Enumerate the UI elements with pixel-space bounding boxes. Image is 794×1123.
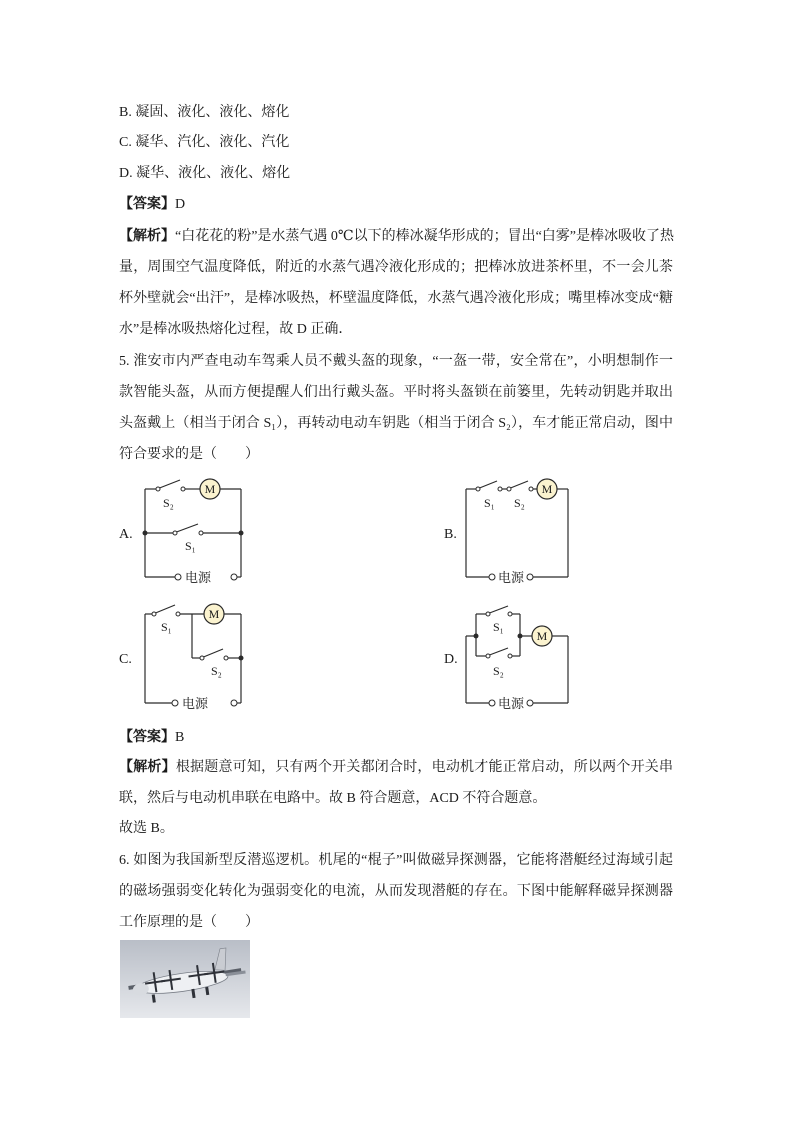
motor-label: M [541, 482, 553, 496]
q6-stem-line: 6. 如图为我国新型反潜巡逻机。机尾的“棍子”叫做磁异探测器，它能将潜艇经过海域引起 [119, 853, 673, 868]
switch-label-s1: S₁ [185, 539, 196, 553]
q5-stem-line: 5. 淮安市内严查电动车驾乘人员不戴头盔的现象，“一盔一带，安全常在”，小明想制作一 [119, 354, 673, 369]
switch-blade [480, 481, 498, 488]
source-terminal [489, 574, 495, 580]
q4-answer [119, 195, 185, 215]
q6-stem-line: 工作原理的是（ ） [119, 915, 259, 930]
circuit-b [444, 479, 568, 585]
switch-blade [490, 648, 509, 655]
power-source-label: 电源 [498, 570, 525, 585]
switch-blade [160, 480, 181, 488]
power-source-label: 电源 [185, 570, 212, 585]
junction-dot [239, 531, 244, 536]
switch-label-s1: S₁ [493, 620, 504, 634]
option-d: D. 凝华、液化、液化、熔化 [119, 166, 291, 181]
circuit-diagrams [0, 470, 794, 720]
switch-terminal [181, 487, 185, 491]
switch-blade [511, 481, 529, 488]
answer-label: 【答案】 [119, 730, 175, 745]
source-terminal [489, 700, 495, 706]
option-b: B. 凝固、液化、液化、熔化 [119, 105, 290, 120]
motor-label: M [204, 482, 216, 496]
switch-label-s2: S₂ [163, 496, 174, 510]
source-terminal [231, 574, 237, 580]
circuit-d [444, 606, 568, 711]
analysis-text: 根据题意可知，只有两个开关都闭合时，电动机才能正常启动，所以两个开关串 [175, 760, 673, 775]
circuit-a [119, 479, 244, 585]
q5-answer [119, 728, 184, 748]
q5-analysis-line [119, 758, 673, 778]
switch-blade [204, 649, 224, 657]
source-terminal [172, 700, 178, 706]
switch-label-s1: S₁ [161, 620, 172, 634]
junction-dot [239, 656, 244, 661]
analysis-label: 【解析】 [119, 229, 175, 244]
q5-stem-line: 款智能头盔，从而方便提醒人们出行戴头盔。平时将头盔锁在前篓里，先转动钥匙并取出 [119, 385, 673, 400]
q6-stem-line: 的磁场强弱变化转化为强弱变化的电流，从而发现潜艇的存在。下图中能解释磁异探测器 [119, 884, 673, 899]
switch-label-s2: S₂ [514, 496, 525, 510]
motor-label: M [208, 607, 220, 621]
switch-label-s2: S₂ [211, 664, 222, 678]
option-label-a: A. [119, 527, 133, 542]
source-terminal [527, 574, 533, 580]
switch-blade [156, 605, 176, 613]
switch-terminal [529, 487, 533, 491]
switch-label-s2: S₂ [493, 664, 504, 678]
answer-value: B [175, 730, 185, 745]
motor-label: M [536, 629, 548, 643]
switch-terminal [224, 656, 228, 660]
q4-analysis-line: 量，周围空气温度降低，附近的水蒸气遇冷液化形成的；把棒冰放进茶杯里，不一会儿茶 [119, 260, 673, 275]
option-label-c: C. [119, 652, 132, 667]
switch-label-s1: S₁ [484, 496, 495, 510]
power-source-label: 电源 [182, 696, 209, 711]
circuit-c [119, 604, 244, 711]
power-source-label: 电源 [498, 696, 525, 711]
source-terminal [527, 700, 533, 706]
switch-terminal [508, 612, 512, 616]
q5-stem-line: 符合要求的是（ ） [119, 447, 259, 462]
switch-terminal [199, 531, 203, 535]
answer-value: D [175, 197, 186, 212]
q4-analysis-line: 水”是棒冰吸热熔化过程，故 D 正确． [119, 322, 353, 337]
q5-stem-line: 头盔戴上（相当于闭合 S₁），再转动电动车钥匙（相当于闭合 S₂），车才能正常启动，图中 [119, 416, 673, 431]
switch-blade [177, 524, 199, 532]
option-c: C. 凝华、汽化、液化、汽化 [119, 135, 290, 150]
q4-analysis-line: 杯外壁就会“出汗”，是棒冰吸热，杯壁温度降低，水蒸气遇冷液化形成；嘴里棒冰变成“糖 [119, 291, 673, 306]
q5-conclusion: 故选 B。 [119, 821, 174, 836]
switch-blade [490, 606, 509, 613]
option-label-b: B. [444, 527, 457, 542]
q5-analysis-line: 联，然后与电动机串联在电路中。故 B 符合题意，ACD 不符合题意。 [119, 791, 547, 806]
patrol-plane-photo [120, 940, 250, 1018]
switch-terminal [508, 654, 512, 658]
source-terminal [175, 574, 181, 580]
switch-terminal [176, 612, 180, 616]
q4-analysis-line [119, 227, 673, 247]
option-label-d: D. [444, 652, 458, 667]
source-terminal [231, 700, 237, 706]
analysis-label: 【解析】 [119, 760, 176, 775]
switch-terminal [498, 487, 502, 491]
answer-label: 【答案】 [119, 197, 175, 212]
junction-dot [143, 531, 148, 536]
analysis-text: “白花花的粉”是水蒸气遇 0℃以下的棒冰凝华形成的；冒出“白雾”是棒冰吸收了热 [175, 229, 675, 244]
